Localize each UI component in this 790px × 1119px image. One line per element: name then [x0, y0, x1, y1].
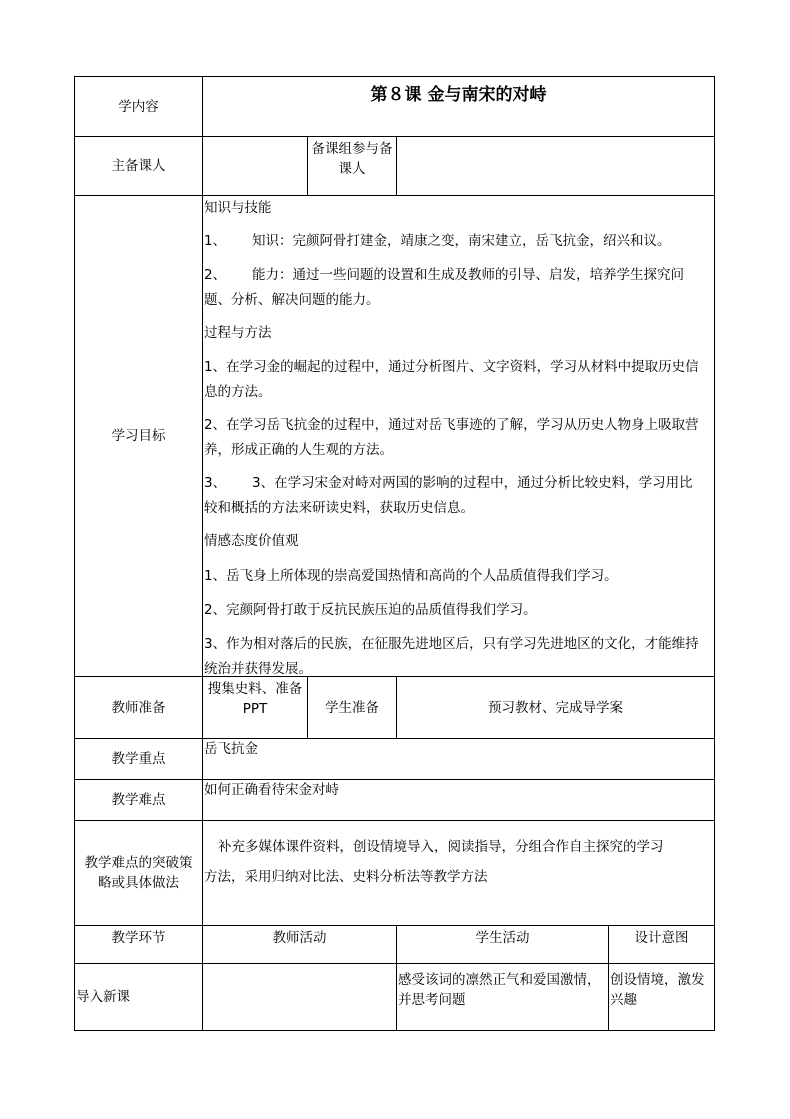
- co-preparer-label: 备课组参与备课人: [307, 136, 397, 196]
- student-prep-label: 学生准备: [307, 676, 397, 739]
- preparer-label: 主备课人: [74, 136, 203, 196]
- objectives-heading-values: 情感态度价值观: [204, 533, 299, 549]
- preparer-value: [202, 136, 308, 196]
- difficulty-label: 教学难点: [74, 779, 203, 821]
- objectives-label: 学习目标: [74, 195, 203, 677]
- row-teacher-activity: [202, 963, 397, 1031]
- header-student-activity: 学生活动: [396, 925, 609, 964]
- difficulty-value: 如何正确看待宋金对峙: [202, 779, 715, 821]
- strategy-label: 教学难点的突破策略或具体做法: [74, 820, 203, 926]
- process-item-1a: 1、在学习金的崛起的过程中，通过分析图片、文字资料，学习从材料中提取历史信: [204, 359, 699, 375]
- teacher-prep-value: 搜集史料、准备PPT: [202, 676, 308, 739]
- objective-ability-cont: 题、分析、解决问题的能力。: [204, 292, 380, 308]
- process-item-3b: 较和概括的方法来研读史料，获取历史信息。: [204, 500, 474, 516]
- header-teacher-activity: 教师活动: [202, 925, 397, 964]
- row-design-intent: 创设情境，激发兴趣: [608, 963, 715, 1031]
- strategy-line-1: 补充多媒体课件资料，创设情境导入，阅读指导，分组合作自主探究的学习: [218, 839, 664, 855]
- teacher-prep-label: 教师准备: [74, 676, 203, 739]
- row-stage: 导入新课: [74, 963, 203, 1031]
- objectives-heading-process: 过程与方法: [204, 325, 272, 341]
- objective-ability: 2、 能力：通过一些问题的设置和生成及教师的引导、启发，培养学生探究问: [204, 267, 684, 283]
- values-item-3b: 统治并获得发展。: [204, 661, 312, 677]
- row-student-activity: 感受该词的凛然正气和爱国激情，并思考问题: [396, 963, 609, 1031]
- lesson-title: 第８课 金与南宋的对峙: [202, 76, 715, 137]
- student-prep-value: 预习教材、完成导学案: [396, 676, 715, 739]
- process-item-1b: 息的方法。: [204, 384, 272, 400]
- objective-knowledge: 1、 知识：完颜阿骨打建金，靖康之变，南宋建立，岳飞抗金，绍兴和议。: [204, 233, 671, 249]
- focus-value: 岳飞抗金: [202, 738, 715, 780]
- values-item-3a: 3、作为相对落后的民族，在征服先进地区后，只有学习先进地区的文化，才能维持: [204, 636, 699, 652]
- focus-label: 教学重点: [74, 738, 203, 780]
- values-item-1: 1、岳飞身上所体现的崇高爱国热情和高尚的个人品质值得我们学习。: [204, 568, 618, 584]
- process-item-2a: 2、在学习岳飞抗金的过程中，通过对岳飞事迹的了解，学习从历史人物身上吸取营: [204, 417, 699, 433]
- process-item-2b: 养，形成正确的人生观的方法。: [204, 442, 393, 458]
- co-preparer-value: [396, 136, 715, 196]
- objectives-heading-knowledge: 知识与技能: [204, 200, 272, 216]
- strategy-line-2: 方法，采用归纳对比法、史料分析法等教学方法: [204, 869, 488, 885]
- values-item-2: 2、完颜阿骨打敢于反抗民族压迫的品质值得我们学习。: [204, 602, 537, 618]
- header-stage: 教学环节: [74, 925, 203, 964]
- strategy-value: [202, 820, 715, 926]
- process-item-3a: 3、 3、在学习宋金对峙对两国的影响的过程中，通过分析比较史料，学习用比: [204, 475, 693, 491]
- title-label: 学内容: [74, 76, 203, 137]
- objectives-content: [202, 195, 715, 677]
- header-design-intent: 设计意图: [608, 925, 715, 964]
